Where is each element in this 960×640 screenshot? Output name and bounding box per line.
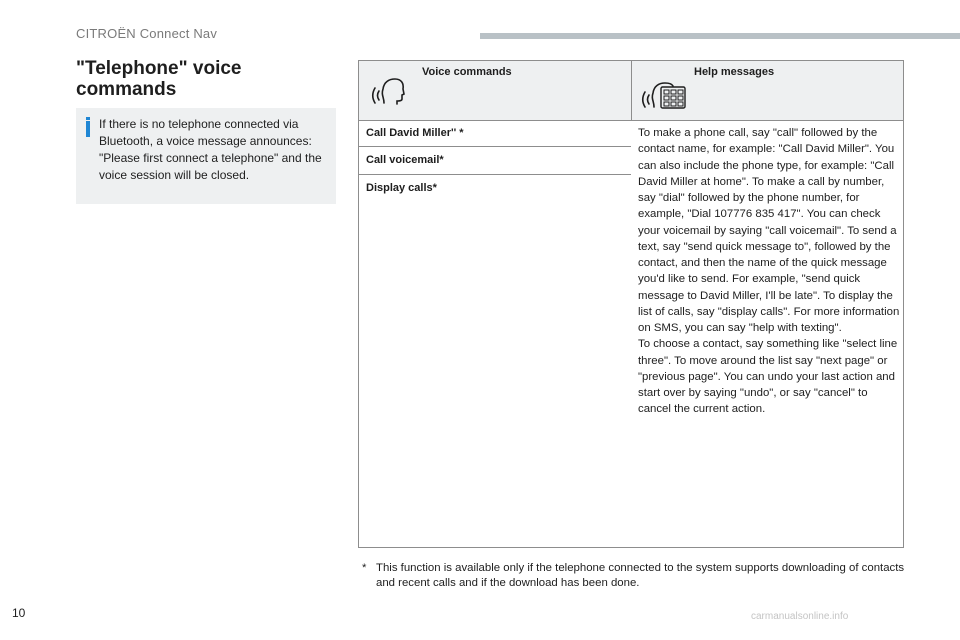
help-message-cell [638,125,900,418]
watermark[interactable]: carmanualsonline.info [751,611,849,622]
command-display-calls: Display calls* [366,182,437,194]
help-paragraph: To choose a contact, say something like "select line three". To move around the list say "next page" or "previous page". You can undo your last action and start over by saying "undo", or say "cancel" to cancel the current action. [638,338,898,416]
speaking-head-keypad-icon [641,73,687,109]
info-note-text: If there is no telephone connected via Bluetooth, a voice message announces: "Please first connect a telephone" and the voice session will be closed. [99,117,322,182]
table-header [359,61,903,121]
command-call-voicemail: Call voicemail* [366,154,444,166]
voice-commands-header: Voice commands [422,66,512,78]
section-title: "Telephone" voice commands [76,58,242,100]
info-icon-dot [86,117,90,120]
column-divider [631,61,632,120]
voice-commands-table [358,60,904,548]
footnote-marker: * [362,562,367,574]
page-number: 10 [12,606,26,620]
table-row [359,147,631,175]
help-messages-header: Help messages [694,66,775,78]
table-row [359,122,631,147]
info-note [76,108,336,204]
help-paragraph: To make a phone call, say "call" followed by the contact name, for example: "Call David Miller". You can also include the phone type, for example: "Call David Miller at home". To make a call by number, say "dial" followed by the phone number, for example, "Dial 107776 835 417". You can check your voicemail by saying "call voicemail". To send a text, say "send quick message to", followed by the contact, and then the name of the quick message you'd like to send. For example, "send quick message to David Miller, I'll be late". To display the list of calls, say "display calls". For more information on SMS, you can say "help with texting". [638,127,900,334]
speaking-head-icon [371,73,405,105]
table-row [359,175,631,201]
header-title: CITROËN Connect Nav [76,26,218,41]
footnote-text: This function is available only if the telephone connected to the system supports downloading of contacts and recent calls and if the download has been done. [376,562,905,589]
footnote [362,561,907,591]
header-bar [480,33,960,39]
command-call-contact: Call David Miller'' * [366,127,464,139]
info-icon [86,121,90,137]
